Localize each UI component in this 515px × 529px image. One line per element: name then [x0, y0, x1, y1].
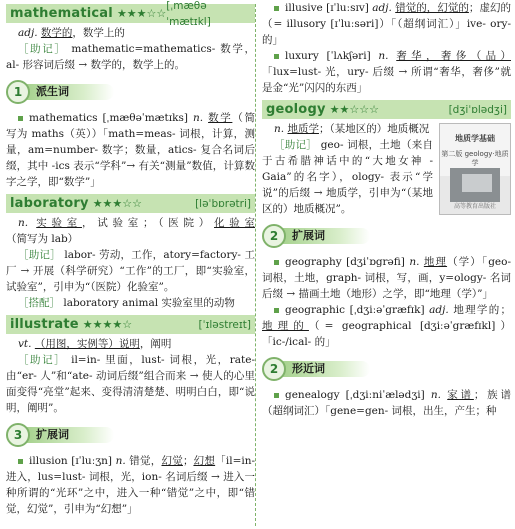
headword: geology — [266, 101, 326, 117]
phonetic: [ˈɪləstreɪt] — [198, 318, 251, 331]
section-number: 3 — [6, 423, 30, 447]
section-number: 1 — [6, 80, 30, 104]
mnemonic: ［助记］ il=in- 里面，lust- 词根，光，rate- 由“er- 人”和“ate- 动词后缀”组合而来 → 使人的心里面变得“亮堂”起来、变得清清楚楚、明明白白，即“说明，阐明”。 — [6, 354, 255, 414]
section-header-derivatives — [6, 79, 255, 105]
phonetic: [dʒiˈɒlədʒi] — [448, 103, 507, 116]
headword-illustrate — [6, 315, 255, 334]
list-item: mathematics [ˌmæθəˈmætɪks] n. 数学（简写为 maths（英））「math=meas- 词根，计算，测量，am=number- 数字；数量，atics- 复合名词后缀，其中 -ics 表示“学科”→ 有关“测量”数值，计算数字之学，即“数学”」 — [6, 112, 255, 188]
section-label: 扩展词 — [36, 428, 69, 441]
book-art-highlight — [462, 174, 492, 192]
list-item: geography [dʒiˈɒgrəfi] n. 地理（学）「geo- 词根，土地，graph- 词根，写，画，y=ology- 名词后缀 → 描画土地（地形）之学，即“地理（学）”」 — [262, 256, 511, 300]
list-item: illusion [ɪˈluːʒn] n. 错觉，幻觉；幻想「il=in- 进入，lus=lust- 词根，光，ion- 名词后缀 → 进入一种所谓的“光环”之中，进入一种“错觉”之中，即“错觉，幻觉”，引申为“幻想”」 — [6, 455, 255, 515]
phonetic: [ˌmæθəˈmætɪkl] — [166, 0, 211, 28]
collocation: ［搭配］ laboratory animal 实验室里的动物 — [18, 297, 235, 309]
section-label: 形近词 — [292, 362, 325, 375]
section-label: 派生词 — [36, 85, 69, 98]
mnemonic: ［助记］ mathematic=mathematics- 数学，al- 形容词后缀 → 数学的，数学上的。 — [6, 43, 255, 71]
headword: mathematical — [10, 5, 113, 21]
bullet-icon — [274, 260, 279, 265]
headword: illustrate — [10, 316, 79, 332]
bullet-icon — [274, 54, 279, 59]
section-number: 2 — [262, 357, 286, 381]
headword-mathematical — [6, 0, 255, 28]
list-item: illusive [ɪˈluːsɪv] adj. 错觉的，幻觉的；虚幻的（= illusory [ɪˈluːsəri]）「（超纲词汇）」ive- ory- 的」 — [262, 2, 511, 46]
left-column — [6, 0, 255, 529]
phonetic: [ləˈbɒrətri] — [195, 197, 251, 210]
section-label: 扩展词 — [292, 229, 325, 242]
book-title: 地质学基础 — [455, 134, 495, 143]
definition: n. 地质学；（某地区的）地质概况 — [274, 123, 430, 135]
star-rating: ★★★☆☆ — [116, 6, 167, 20]
bullet-icon — [274, 393, 279, 398]
bullet-icon — [18, 459, 23, 464]
star-rating: ★★☆☆☆ — [329, 102, 379, 116]
definition: vt. （用图，实例等）说明，阐明 — [18, 338, 172, 350]
definition: n. 实验室，试验室；（医院）化验室（简写为 lab） — [6, 217, 255, 245]
mnemonic: ［助记］ geo- 词根，土地（来自于古希腊神话中的“大地女神 -Gaia”的名字），ology- 表示“学说”的后缀 → 地质学，引申为“（某地区的）地质概况”。 — [262, 139, 433, 215]
star-rating: ★★★★☆ — [82, 317, 133, 331]
right-column — [262, 0, 511, 529]
list-item: geographic [ˌdʒiːəˈgræfɪk] adj. 地理学的；地理的（= geographical [dʒiːəˈgræfɪkl]）「ic-/ical- 的」 — [262, 304, 511, 348]
bullet-icon — [274, 308, 279, 313]
definition: adj. 数学的，数学上的 — [18, 27, 125, 39]
book-publisher: 高等教育出版社 — [453, 203, 496, 210]
star-rating: ★★★☆☆ — [92, 196, 142, 210]
column-divider — [255, 4, 256, 526]
section-number: 2 — [262, 224, 286, 248]
book-cover-image — [439, 123, 511, 215]
list-item: genealogy [ˌdʒiːniˈælədʒi] n. 家谱；族谱（超纲词汇）「gene=gen- 词根，出生，产生；种 — [262, 389, 511, 417]
section-header-similar-words — [262, 356, 511, 382]
bullet-icon — [18, 116, 23, 121]
headword-laboratory — [6, 194, 255, 213]
section-header-extension-3 — [6, 422, 255, 448]
list-item: luxury [ˈlʌkʃəri] n. 奢华，奢侈（品）「lux=lust- 光，ury- 后缀 → 所谓“奢华，奢侈”就是金“光”闪闪的东西」 — [262, 50, 511, 94]
bullet-icon — [274, 6, 279, 11]
mnemonic: ［助记］ labor- 劳动，工作，atory=factory- 工厂 → 开展（科学研究）“工作”的工厂，即“实验室，试验室”，引申为“（医院）化验室”。 — [6, 249, 255, 293]
headword: laboratory — [10, 195, 89, 211]
headword-geology — [262, 100, 511, 119]
section-header-extension-2 — [262, 223, 511, 249]
book-subtitle: 第二版 geology·地质学 — [441, 150, 509, 167]
